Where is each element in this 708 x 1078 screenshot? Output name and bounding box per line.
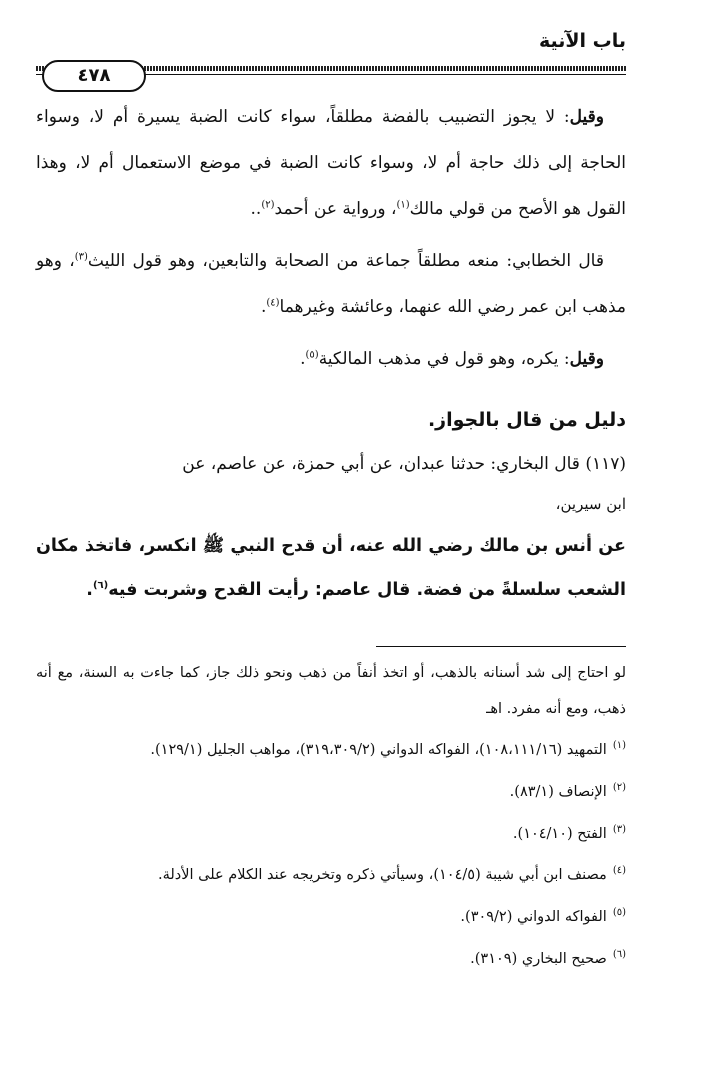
footnote-number: (٣) [612, 823, 626, 835]
paragraph-3-text-b: . [300, 349, 306, 369]
paragraph-1 [36, 94, 626, 232]
footnote-6 [36, 936, 626, 978]
footnote-number: (١) [612, 740, 626, 751]
footnote-text: صحيح البخاري (٣١٠٩). [470, 950, 607, 967]
paragraph-1-text-c: .. [250, 199, 262, 219]
footnote-text: الإنصاف (٨٣/١). [509, 783, 607, 800]
paragraph-3 [36, 336, 626, 382]
footnote-ref-1: (١) [396, 199, 410, 211]
footnote-ref-5: (٥) [305, 349, 319, 361]
footnote-text: الفتح (١٠٤/١٠). [512, 825, 607, 842]
footnote-continuation: لو احتاج إلى شد أسنانه بالذهب، أو اتخذ أنفاً من ذهب ونحو ذلك جاز، كما جاءت به السنة، مع أنه ذهب، ومع أنه مفرد. اهـ [36, 665, 626, 717]
main-text [36, 94, 626, 382]
hadith-narrator: ابن سيرين، [555, 495, 626, 513]
footnote-number: (٢) [612, 781, 626, 793]
paragraph-2-text-a: قال الخطابي: منعه مطلقاً جماعة من الصحابة والتابعين، وهو قول الليث [87, 251, 604, 271]
footnote-number: (٤) [612, 865, 626, 877]
paragraph-1-text-b: ، ورواية عن أحمد [274, 199, 397, 219]
footnotes [36, 655, 626, 978]
said-label: وقيل [569, 107, 604, 127]
footnote-text: مصنف ابن أبي شيبة (١٠٤/٥)، وسيأتي ذكره وتخريجه عند الكلام على الأدلة. [158, 867, 607, 884]
footnote-4 [36, 852, 626, 894]
footnote-text: الفواكه الدواني (٣٠٩/٢). [460, 909, 607, 926]
page-number: ٤٧٨ [42, 60, 146, 92]
footnote-3 [36, 811, 626, 853]
page-header [36, 30, 626, 94]
paragraph-2-text-c: . [260, 297, 267, 317]
paragraph-1-text-a: : لا يجوز التضبيب بالفضة مطلقاً، سواء كانت الضبة يسيرة أم لا، وسواء الحاجة إلى ذلك حاجة أم لا، وسواء كانت الضبة في موضع الاستعمال أم لا، وهذا القول هو الأصح من قولي مالك [36, 107, 626, 219]
footnote-ref-3: (٣) [74, 251, 88, 263]
footnote-1 [36, 727, 626, 769]
paragraph-2 [36, 238, 626, 330]
footnote-separator [376, 646, 626, 647]
footnote-text: التمهيد (١٠٨،١١١/١٦)، الفواكه الدواني (٣١٩،٣٠٩/٢)، مواهب الجليل (١٢٩/١). [150, 741, 607, 758]
hadith-end: . [86, 580, 93, 600]
hadith-body: عن أنس بن مالك رضي الله عنه، أن قدح النبي ﷺ انكسر، فاتخذ مكان الشعب سلسلةً من فضة. قال عاصم: رأيت القدح وشربت فيه [36, 536, 626, 600]
section-heading: دليل من قال بالجواز. [427, 409, 626, 431]
footnote-ref-6: (٦) [92, 580, 109, 592]
footnote-number: (٦) [612, 949, 626, 961]
footnote-ref-4: (٤) [266, 297, 280, 309]
said-label-2: وقيل [569, 349, 604, 369]
paragraph-2-text-b: ، وهو مذهب ابن عمر رضي الله عنهما، وعائشة وغيرهما [36, 251, 626, 317]
hadith-chain: (١١٧) قال البخاري: حدثنا عبدان، عن أبي حمزة، عن عاصم، عن [182, 454, 626, 474]
footnote-2 [36, 769, 626, 811]
hadith-text [36, 524, 626, 612]
footnote-5 [36, 894, 626, 936]
book-page [36, 30, 626, 1060]
running-title: باب الآنية [538, 30, 626, 52]
footnote-ref-2: (٢) [261, 199, 275, 211]
footnote-number: (٥) [612, 907, 626, 919]
paragraph-3-text-a: : يكره، وهو قول في مذهب المالكية [318, 349, 570, 369]
